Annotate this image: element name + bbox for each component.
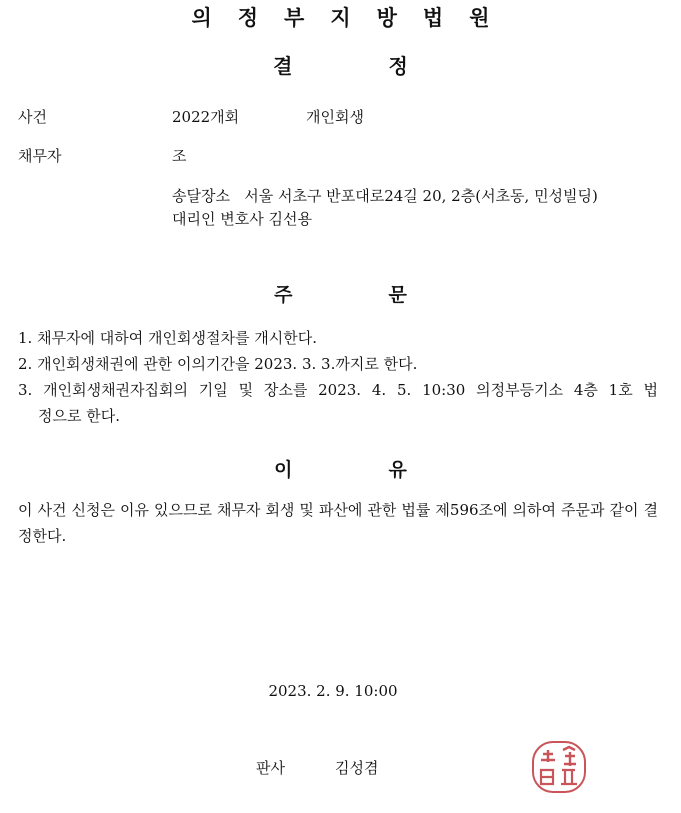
debtor-name: 조 bbox=[172, 147, 187, 165]
judge-name: 김성겸 bbox=[335, 759, 379, 777]
debtor-label bbox=[18, 145, 110, 166]
debtor-address: 송달장소 서울 서초구 반포대로24길 20, 2층(서초동, 민성빌딩) bbox=[172, 187, 598, 205]
case-label bbox=[18, 106, 110, 127]
order-heading-right: 문 bbox=[388, 284, 407, 306]
order-item-1: 1. 채무자에 대하여 개인회생절차를 개시한다. bbox=[18, 329, 317, 347]
order-item-3: 3. 개인회생채권자집회의 기일 및 장소를 2023. 4. 5. 10:30 의정부등기소 4층 1호 법 bbox=[18, 381, 658, 399]
reason-heading-left: 이 bbox=[274, 459, 293, 481]
judge-label: 판사 bbox=[256, 759, 285, 777]
order-item-2: 2. 개인회생채권에 관한 이의기간을 2023. 3. 3.까지로 한다. bbox=[18, 355, 418, 373]
reason-text: 이 사건 신청은 이유 있으므로 채무자 회생 및 파산에 관한 법률 제596조에 의하여 주문과 같이 결정한다. bbox=[18, 501, 658, 545]
order-item-3-cont: 정으로 한다. bbox=[38, 407, 120, 425]
reason-heading bbox=[0, 455, 681, 482]
doc-type-right: 정 bbox=[388, 54, 408, 78]
doc-type-left: 결 bbox=[273, 54, 293, 78]
decision-date: 2023. 2. 9. 10:00 bbox=[268, 682, 398, 700]
court-title: 의정부지방법원 bbox=[191, 6, 516, 30]
reason-heading-right: 유 bbox=[388, 459, 407, 481]
case-label-text: 사건 bbox=[18, 108, 47, 126]
document-type bbox=[0, 50, 681, 79]
debtor-label-text: 채무자 bbox=[18, 147, 62, 165]
debtor-agent: 대리인 변호사 김선용 bbox=[172, 210, 312, 228]
order-heading-left: 주 bbox=[274, 284, 293, 306]
case-number: 2022개회 bbox=[172, 108, 240, 126]
case-type: 개인회생 bbox=[306, 108, 364, 126]
court-seal-icon bbox=[529, 736, 589, 796]
order-heading bbox=[0, 280, 681, 307]
